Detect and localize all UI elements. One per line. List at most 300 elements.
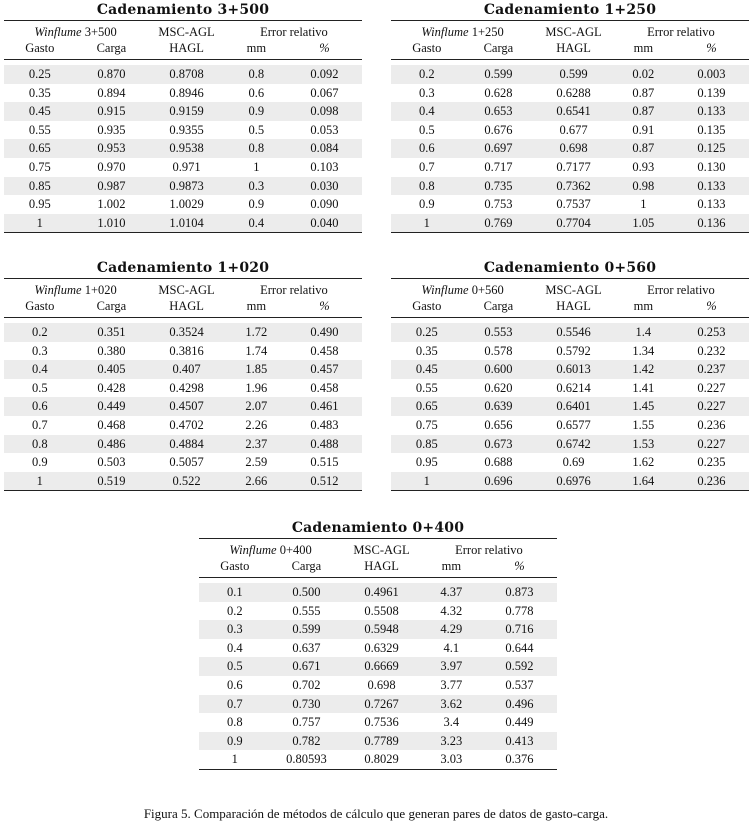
pct-cell: 0.135	[697, 122, 726, 137]
msc-header: MSC-AGL	[534, 21, 613, 41]
error-header: Error relativo	[421, 539, 557, 559]
table-row	[391, 435, 749, 454]
carga-cell: 0.935	[97, 122, 126, 137]
pct-cell: 0.376	[482, 750, 557, 769]
gasto-cell: 0.75	[28, 159, 51, 174]
table-row	[199, 657, 557, 676]
hagl-cell: 0.4298	[169, 380, 204, 395]
pct-cell: 0.136	[674, 214, 749, 233]
pct-cell: 0.449	[505, 715, 534, 730]
hagl-cell: 0.677	[559, 122, 588, 137]
hagl-cell: 0.6214	[556, 380, 591, 395]
carga-cell: 0.894	[97, 85, 126, 100]
mm-cell: 0.8	[226, 65, 287, 84]
mm-header: mm	[421, 558, 482, 578]
gasto-cell: 0.6	[4, 397, 76, 416]
pct-cell: 0.488	[287, 435, 362, 454]
winflume-header: Winflume 3+500	[4, 21, 147, 41]
hagl-cell: 0.9159	[147, 102, 226, 121]
table-row	[199, 695, 557, 714]
pct-cell: 0.515	[310, 455, 339, 470]
gasto-cell: 0.6	[226, 677, 243, 692]
carga-cell: 0.486	[76, 435, 148, 454]
hagl-cell: 0.7177	[556, 159, 591, 174]
carga-cell: 0.380	[97, 343, 126, 358]
pct-cell: 0.125	[674, 139, 749, 158]
mm-header: mm	[613, 298, 674, 318]
table-block-0400	[199, 518, 557, 770]
pct-cell: 0.537	[505, 677, 534, 692]
table-row	[4, 397, 362, 416]
hagl-cell: 0.5508	[364, 603, 399, 618]
mm-cell: 0.87	[613, 139, 674, 158]
hagl-cell: 0.9355	[169, 122, 204, 137]
hagl-cell: 0.4702	[169, 417, 204, 432]
gasto-cell: 0.8	[391, 177, 463, 196]
pct-cell: 0.092	[287, 65, 362, 84]
table-title: Cadenamiento 3+500	[96, 2, 270, 18]
table-row	[4, 453, 362, 472]
gasto-cell: 0.25	[4, 65, 76, 84]
hagl-cell: 0.5792	[556, 343, 591, 358]
data-table	[199, 538, 557, 770]
mm-cell: 2.07	[226, 397, 287, 416]
carga-cell: 0.405	[76, 360, 148, 379]
mm-header: mm	[226, 40, 287, 60]
mm-cell: 2.26	[245, 417, 268, 432]
carga-cell: 0.555	[292, 603, 321, 618]
table-row	[391, 453, 749, 472]
gasto-cell: 0.85	[391, 435, 463, 454]
error-header: Error relativo	[226, 21, 362, 41]
gasto-cell: 0.2	[226, 603, 243, 618]
pct-cell: 0.413	[482, 732, 557, 751]
hagl-cell: 0.522	[147, 472, 226, 491]
pct-header: %	[674, 298, 749, 318]
hagl-cell: 0.6288	[556, 85, 591, 100]
carga-cell: 0.735	[463, 177, 535, 196]
mm-cell: 1	[640, 197, 647, 212]
gasto-cell: 0.4	[4, 360, 76, 379]
table-row	[391, 139, 749, 158]
hagl-header: HAGL	[147, 40, 226, 60]
hagl-header: HAGL	[534, 40, 613, 60]
gasto-cell: 0.5	[31, 380, 48, 395]
gasto-cell: 0.35	[415, 343, 438, 358]
hagl-cell: 0.5948	[342, 620, 421, 639]
gasto-cell: 0.4	[226, 640, 243, 655]
gasto-cell: 0.9	[31, 455, 48, 470]
hagl-cell: 0.9538	[147, 139, 226, 158]
mm-cell: 0.5	[248, 122, 265, 137]
pct-cell: 0.461	[287, 397, 362, 416]
table-row	[391, 472, 749, 491]
table-title: Cadenamiento 1+250	[483, 2, 657, 18]
carga-cell: 0.676	[484, 122, 513, 137]
msc-header: MSC-AGL	[342, 539, 421, 559]
carga-cell: 0.578	[484, 343, 513, 358]
mm-cell: 0.9	[226, 102, 287, 121]
table-row	[199, 583, 557, 602]
pct-header: %	[287, 298, 362, 318]
table-row	[4, 416, 362, 435]
carga-cell: 0.702	[292, 677, 321, 692]
gasto-cell: 0.7	[31, 417, 48, 432]
hagl-cell: 0.4961	[342, 583, 421, 602]
pct-cell: 0.236	[697, 417, 726, 432]
carga-cell: 0.519	[76, 472, 148, 491]
table-row	[4, 102, 362, 121]
winflume-header: Winflume 0+560	[391, 279, 534, 299]
table-row	[391, 84, 749, 103]
carga-cell: 0.757	[292, 715, 321, 730]
pct-cell: 0.030	[287, 177, 362, 196]
mm-cell: 2.37	[226, 435, 287, 454]
gasto-cell: 0.25	[391, 323, 463, 342]
carga-cell: 0.870	[76, 65, 148, 84]
carga-cell: 0.782	[271, 732, 343, 751]
table-row	[199, 602, 557, 621]
mm-cell: 1.05	[613, 214, 674, 233]
carga-cell: 0.428	[97, 380, 126, 395]
gasto-cell: 0.8	[226, 715, 243, 730]
table-title: Cadenamiento 0+560	[483, 260, 657, 276]
table-row	[199, 639, 557, 658]
msc-header: MSC-AGL	[147, 279, 226, 299]
mm-cell: 1.85	[226, 360, 287, 379]
carga-cell: 0.697	[463, 139, 535, 158]
hagl-cell: 0.6401	[534, 397, 613, 416]
hagl-cell: 0.6577	[556, 417, 591, 432]
error-header: Error relativo	[613, 21, 749, 41]
pct-cell: 0.458	[310, 343, 339, 358]
gasto-cell: 0.65	[391, 397, 463, 416]
table-row	[4, 195, 362, 214]
table-row	[4, 214, 362, 233]
mm-cell: 0.02	[613, 65, 674, 84]
gasto-header: Gasto	[4, 40, 76, 60]
pct-cell: 0.253	[674, 323, 749, 342]
pct-cell: 0.090	[310, 197, 339, 212]
table-row	[391, 195, 749, 214]
gasto-cell: 0.1	[199, 583, 271, 602]
carga-cell: 1.010	[76, 214, 148, 233]
msc-header: MSC-AGL	[147, 21, 226, 41]
gasto-cell: 0.6	[391, 139, 463, 158]
gasto-cell: 1	[4, 214, 76, 233]
gasto-cell: 0.35	[28, 85, 51, 100]
gasto-cell: 1	[4, 472, 76, 491]
gasto-cell: 0.9	[418, 197, 435, 212]
hagl-cell: 0.698	[367, 677, 396, 692]
pct-cell: 0.003	[674, 65, 749, 84]
carga-cell: 0.653	[463, 102, 535, 121]
carga-header: Carga	[76, 40, 148, 60]
table-row	[391, 214, 749, 233]
carga-cell: 0.449	[76, 397, 148, 416]
table-row	[199, 713, 557, 732]
hagl-cell: 0.6541	[534, 102, 613, 121]
msc-header: MSC-AGL	[534, 279, 613, 299]
hagl-header: HAGL	[147, 298, 226, 318]
mm-cell: 1.41	[632, 380, 655, 395]
pct-cell: 0.098	[287, 102, 362, 121]
table-row	[391, 397, 749, 416]
hagl-cell: 0.6013	[534, 360, 613, 379]
table-row	[4, 323, 362, 342]
table-title: Cadenamiento 1+020	[96, 260, 270, 276]
carga-cell: 0.987	[76, 177, 148, 196]
winflume-header: Winflume 1+020	[4, 279, 147, 299]
gasto-cell: 0.3	[199, 620, 271, 639]
hagl-cell: 0.6669	[342, 657, 421, 676]
table-row	[391, 65, 749, 84]
gasto-cell: 0.4	[391, 102, 463, 121]
carga-cell: 0.628	[484, 85, 513, 100]
carga-cell: 0.503	[97, 455, 126, 470]
hagl-cell: 0.6329	[364, 640, 399, 655]
table-row	[4, 342, 362, 361]
carga-cell: 0.656	[484, 417, 513, 432]
hagl-cell: 0.7362	[534, 177, 613, 196]
mm-cell: 1.45	[613, 397, 674, 416]
table-title: Cadenamiento 0+400	[291, 520, 465, 536]
pct-cell: 0.133	[697, 197, 726, 212]
gasto-cell: 0.95	[415, 455, 438, 470]
gasto-cell: 0.2	[391, 65, 463, 84]
hagl-cell: 0.8029	[342, 750, 421, 769]
pct-cell: 0.457	[287, 360, 362, 379]
pct-cell: 0.084	[287, 139, 362, 158]
carga-cell: 0.753	[484, 197, 513, 212]
gasto-cell: 0.45	[4, 102, 76, 121]
hagl-cell: 0.5546	[534, 323, 613, 342]
carga-cell: 0.600	[463, 360, 535, 379]
gasto-cell: 0.8	[4, 435, 76, 454]
mm-cell: 4.32	[440, 603, 463, 618]
carga-cell: 0.953	[76, 139, 148, 158]
mm-cell: 1	[253, 159, 260, 174]
mm-cell: 0.91	[632, 122, 655, 137]
table-row	[4, 65, 362, 84]
pct-cell: 0.483	[310, 417, 339, 432]
hagl-cell: 0.6742	[534, 435, 613, 454]
carga-cell: 0.351	[76, 323, 148, 342]
mm-cell: 1.55	[632, 417, 655, 432]
table-block-0560	[391, 258, 749, 491]
pct-cell: 0.778	[505, 603, 534, 618]
carga-cell: 0.637	[292, 640, 321, 655]
hagl-cell: 0.9873	[147, 177, 226, 196]
mm-cell: 2.66	[226, 472, 287, 491]
gasto-cell: 0.45	[391, 360, 463, 379]
pct-cell: 0.592	[482, 657, 557, 676]
pct-cell: 0.490	[287, 323, 362, 342]
pct-cell: 0.232	[697, 343, 726, 358]
carga-header: Carga	[463, 40, 535, 60]
pct-cell: 0.227	[697, 380, 726, 395]
table-row	[199, 620, 557, 639]
table-row	[391, 102, 749, 121]
mm-cell: 1.42	[613, 360, 674, 379]
table-row	[391, 158, 749, 177]
mm-cell: 1.34	[632, 343, 655, 358]
figure-caption: Figura 5. Comparación de métodos de cálculo que generan pares de datos de gasto-carga.	[143, 806, 609, 821]
mm-cell: 0.87	[613, 102, 674, 121]
hagl-cell: 0.69	[562, 455, 585, 470]
pct-cell: 0.235	[697, 455, 726, 470]
error-header: Error relativo	[226, 279, 362, 299]
carga-cell: 0.671	[271, 657, 343, 676]
table-row	[391, 416, 749, 435]
pct-header: %	[287, 40, 362, 60]
carga-cell: 0.500	[271, 583, 343, 602]
data-table	[391, 278, 749, 491]
mm-cell: 0.3	[226, 177, 287, 196]
gasto-header: Gasto	[391, 298, 463, 318]
table-row	[4, 177, 362, 196]
data-table	[391, 20, 749, 233]
carga-cell: 0.80593	[271, 750, 343, 769]
gasto-header: Gasto	[4, 298, 76, 318]
table-row	[391, 323, 749, 342]
hagl-cell: 0.8708	[147, 65, 226, 84]
table-row	[391, 360, 749, 379]
table-row	[391, 379, 749, 398]
mm-cell: 3.77	[440, 677, 463, 692]
pct-cell: 0.133	[674, 102, 749, 121]
mm-cell: 0.93	[632, 159, 655, 174]
mm-cell: 1.96	[245, 380, 268, 395]
gasto-cell: 0.55	[415, 380, 438, 395]
gasto-cell: 1	[199, 750, 271, 769]
winflume-header: Winflume 0+400	[199, 539, 342, 559]
mm-header: mm	[613, 40, 674, 60]
gasto-cell: 0.5	[199, 657, 271, 676]
gasto-cell: 0.3	[31, 343, 48, 358]
pct-cell: 0.237	[674, 360, 749, 379]
hagl-cell: 0.6976	[534, 472, 613, 491]
gasto-cell: 1	[391, 472, 463, 491]
mm-cell: 0.9	[248, 197, 265, 212]
table-row	[391, 177, 749, 196]
pct-cell: 0.873	[482, 583, 557, 602]
carga-cell: 1.002	[97, 197, 126, 212]
pct-header: %	[482, 558, 557, 578]
mm-cell: 1.53	[613, 435, 674, 454]
mm-cell: 1.4	[613, 323, 674, 342]
table-block-1250	[391, 0, 749, 233]
gasto-cell: 0.7	[199, 695, 271, 714]
gasto-cell: 0.55	[28, 122, 51, 137]
hagl-cell: 1.0029	[169, 197, 204, 212]
pct-cell: 0.130	[697, 159, 726, 174]
mm-cell: 3.97	[421, 657, 482, 676]
mm-header: mm	[226, 298, 287, 318]
hagl-cell: 0.7536	[364, 715, 399, 730]
table-row	[391, 121, 749, 140]
data-table	[4, 278, 362, 491]
carga-cell: 0.688	[484, 455, 513, 470]
carga-cell: 0.915	[76, 102, 148, 121]
hagl-cell: 0.7267	[342, 695, 421, 714]
table-block-3500	[4, 0, 362, 233]
hagl-cell: 0.7789	[342, 732, 421, 751]
hagl-cell: 0.3524	[147, 323, 226, 342]
carga-cell: 0.639	[463, 397, 535, 416]
hagl-cell: 0.407	[147, 360, 226, 379]
gasto-cell: 1	[391, 214, 463, 233]
table-row	[4, 379, 362, 398]
mm-cell: 0.8	[226, 139, 287, 158]
hagl-cell: 0.4884	[147, 435, 226, 454]
hagl-cell: 0.5057	[169, 455, 204, 470]
mm-cell: 1.62	[632, 455, 655, 470]
mm-cell: 4.37	[421, 583, 482, 602]
pct-header: %	[674, 40, 749, 60]
carga-cell: 0.970	[97, 159, 126, 174]
pct-cell: 0.103	[310, 159, 339, 174]
mm-cell: 3.23	[421, 732, 482, 751]
mm-cell: 4.1	[443, 640, 460, 655]
table-row	[199, 750, 557, 769]
carga-cell: 0.553	[463, 323, 535, 342]
pct-cell: 0.227	[674, 435, 749, 454]
hagl-cell: 0.4507	[147, 397, 226, 416]
gasto-header: Gasto	[391, 40, 463, 60]
pct-cell: 0.236	[674, 472, 749, 491]
hagl-cell: 0.7704	[534, 214, 613, 233]
carga-cell: 0.730	[271, 695, 343, 714]
mm-cell: 4.29	[421, 620, 482, 639]
pct-cell: 0.512	[287, 472, 362, 491]
mm-cell: 1.74	[245, 343, 268, 358]
pct-cell: 0.458	[310, 380, 339, 395]
hagl-header: HAGL	[534, 298, 613, 318]
gasto-cell: 0.65	[4, 139, 76, 158]
carga-cell: 0.468	[97, 417, 126, 432]
pct-cell: 0.133	[674, 177, 749, 196]
pct-cell: 0.053	[310, 122, 339, 137]
pct-cell: 0.644	[505, 640, 534, 655]
table-row	[4, 435, 362, 454]
carga-cell: 0.673	[463, 435, 535, 454]
data-table	[4, 20, 362, 233]
gasto-cell: 0.3	[418, 85, 435, 100]
table-row	[4, 84, 362, 103]
mm-cell: 3.62	[421, 695, 482, 714]
mm-cell: 3.03	[421, 750, 482, 769]
table-row	[4, 472, 362, 491]
gasto-cell: 0.85	[4, 177, 76, 196]
hagl-cell: 0.698	[534, 139, 613, 158]
table-row	[4, 139, 362, 158]
mm-cell: 0.6	[248, 85, 265, 100]
carga-cell: 0.599	[271, 620, 343, 639]
pct-cell: 0.067	[310, 85, 339, 100]
table-row	[4, 360, 362, 379]
mm-cell: 3.4	[443, 715, 460, 730]
carga-cell: 0.769	[463, 214, 535, 233]
pct-cell: 0.227	[674, 397, 749, 416]
table-row	[4, 121, 362, 140]
gasto-cell: 0.75	[415, 417, 438, 432]
gasto-cell: 0.2	[4, 323, 76, 342]
table-block-1020	[4, 258, 362, 491]
error-header: Error relativo	[613, 279, 749, 299]
carga-header: Carga	[463, 298, 535, 318]
pct-cell: 0.716	[482, 620, 557, 639]
